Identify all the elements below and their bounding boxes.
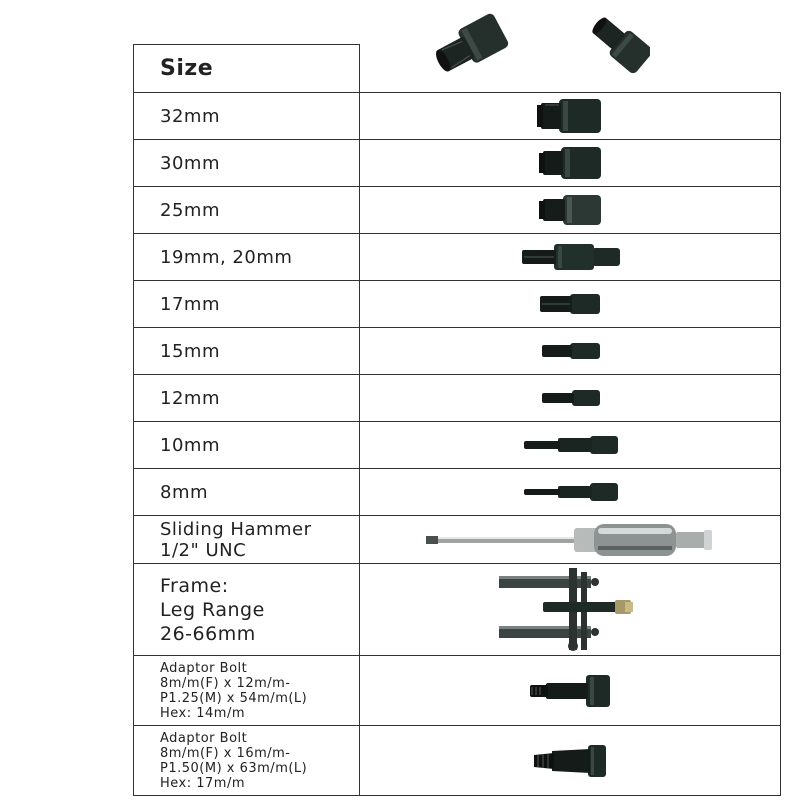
row-label: 30mm: [134, 140, 360, 187]
table-row: [134, 469, 781, 516]
row-label: 25mm: [134, 187, 360, 234]
row-label: 15mm: [134, 328, 360, 375]
table-row: [134, 422, 781, 469]
row-label: 12mm: [134, 375, 360, 422]
table-row: [134, 726, 781, 796]
table-row: [134, 564, 781, 656]
table-row: [134, 140, 781, 187]
size-header: Size: [134, 45, 360, 93]
collet-10mm-image: [360, 422, 781, 469]
label-line: 26-66mm: [160, 622, 256, 645]
collet-32mm-image: [360, 93, 781, 140]
table-row: [134, 281, 781, 328]
sliding-hammer-image: [360, 516, 781, 564]
row-label: 8mm: [134, 469, 360, 516]
collet-30mm-image: [360, 140, 781, 187]
label-line: Sliding Hammer: [160, 518, 312, 540]
collet-19-20mm-image: [360, 234, 781, 281]
collet-15mm-image: [360, 328, 781, 375]
label-line: Adaptor Bolt: [160, 660, 248, 676]
table-row: [134, 656, 781, 726]
table-row: [134, 375, 781, 422]
row-label: 32mm: [134, 93, 360, 140]
row-label: 17mm: [134, 281, 360, 328]
table-header-row: [134, 45, 781, 93]
row-label: [134, 564, 360, 656]
label-line: Frame:: [160, 574, 229, 597]
label-line: Adaptor Bolt: [160, 730, 248, 746]
spec-table: [133, 44, 781, 796]
label-line: Hex: 17m/m: [160, 775, 245, 791]
label-line: P1.25(M) x 54m/m(L): [160, 690, 308, 706]
row-label: 10mm: [134, 422, 360, 469]
label-line: 8m/m(F) x 12m/m-: [160, 675, 291, 691]
collet-17mm-image: [360, 281, 781, 328]
header-image-cell: [360, 45, 781, 93]
row-label: 19mm, 20mm: [134, 234, 360, 281]
collet-8mm-image: [360, 469, 781, 516]
label-line: Leg Range: [160, 598, 265, 621]
table-row: [134, 234, 781, 281]
puller-frame-image: [360, 564, 781, 656]
adaptor-bolt-14-image: [360, 656, 781, 726]
row-label: [134, 656, 360, 726]
table-row: [134, 93, 781, 140]
table-row: [134, 516, 781, 564]
collet-25mm-image: [360, 187, 781, 234]
table-row: [134, 328, 781, 375]
label-line: P1.50(M) x 63m/m(L): [160, 760, 308, 776]
label-line: 8m/m(F) x 16m/m-: [160, 745, 291, 761]
table-row: [134, 187, 781, 234]
adaptor-bolt-17-image: [360, 726, 781, 796]
row-label: [134, 726, 360, 796]
collet-12mm-image: [360, 375, 781, 422]
row-label: [134, 516, 360, 564]
label-line: 1/2" UNC: [160, 539, 247, 561]
label-line: Hex: 14m/m: [160, 705, 245, 721]
